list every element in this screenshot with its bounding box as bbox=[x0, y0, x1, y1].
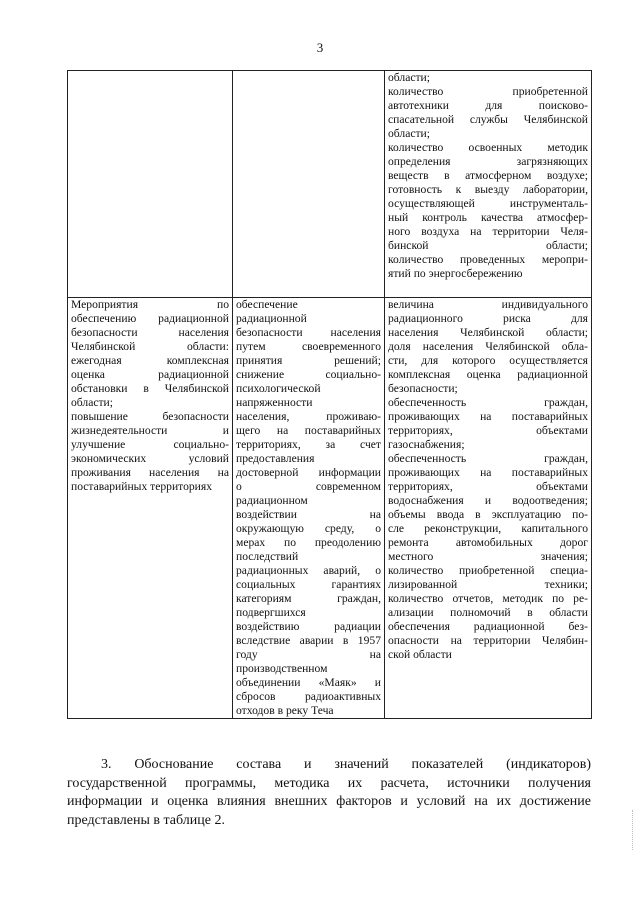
text-line: психологической bbox=[236, 382, 321, 395]
text-line: количество освоенных методик bbox=[388, 141, 588, 154]
text-line: воздействии на bbox=[236, 508, 381, 521]
text-line: ализации полномочий в области bbox=[388, 606, 588, 619]
text-line: государственной программы, методика их расчета, источники получения bbox=[67, 775, 591, 791]
text-line: обеспеченность граждан, bbox=[388, 396, 588, 409]
text-line: автотехники для поисково- bbox=[388, 99, 588, 112]
text-line: комплексная оценка радиационной bbox=[388, 368, 588, 381]
text-line: безопасности населения bbox=[71, 326, 229, 339]
text-line: обстановки в Челябинской bbox=[71, 382, 229, 395]
paragraph-text bbox=[67, 756, 591, 830]
text-line: категориям граждан, bbox=[236, 592, 381, 605]
text-line: информации и оценка влияния внешних факторов и условий на их достижение bbox=[67, 794, 591, 809]
text-line: году на bbox=[236, 648, 381, 661]
text-line: достоверной информации bbox=[236, 466, 381, 479]
text-line: производственном bbox=[236, 662, 328, 675]
text-line: количество приобретенной специа- bbox=[388, 564, 588, 577]
text-line: населения Челябинской области; bbox=[388, 326, 588, 339]
text-line: опасности на территории Челябин- bbox=[388, 634, 588, 647]
text-line: сти, для которого осуществляется bbox=[388, 354, 588, 367]
text-line: оценка радиационной bbox=[71, 368, 229, 381]
text-line: радиационных аварий, о bbox=[236, 564, 381, 577]
text-line: территориях, за счет bbox=[236, 438, 381, 451]
text-line: отходов в реку Теча bbox=[236, 704, 334, 717]
text-line: количество приобретенной bbox=[388, 85, 588, 98]
text-line: безопасности населения bbox=[236, 326, 381, 339]
text-line: напряженности bbox=[236, 396, 313, 409]
row1-col3-cell bbox=[385, 71, 592, 298]
text-line: населения, проживаю- bbox=[236, 410, 381, 423]
text-line: обеспечение bbox=[236, 298, 298, 311]
text-line: повышение безопасности bbox=[71, 410, 229, 423]
text-line: Мероприятия по bbox=[71, 298, 229, 311]
text-line: ный контроль качества атмосфер- bbox=[388, 211, 588, 224]
row1-col2-cell bbox=[233, 71, 385, 298]
text-line: ежегодная комплексная bbox=[71, 354, 229, 367]
row2-goals-text bbox=[236, 298, 381, 718]
text-line: лизированной техники; bbox=[388, 578, 588, 591]
program-table bbox=[67, 70, 592, 719]
table-row bbox=[68, 71, 592, 298]
text-line: ятий по энергосбережению bbox=[388, 267, 523, 280]
text-line: вследствие аварии в 1957 bbox=[236, 634, 381, 647]
text-line: доля населения Челябинской обла- bbox=[388, 340, 588, 353]
text-line: объединении «Маяк» и bbox=[236, 676, 381, 689]
text-line: ного воздуха на территории Челя- bbox=[388, 225, 588, 238]
row2-indicators-text bbox=[388, 298, 588, 662]
text-line: представлены в таблице 2. bbox=[67, 812, 225, 828]
page-number: 3 bbox=[316, 40, 324, 55]
text-line: проживания населения на bbox=[71, 466, 229, 479]
text-line: обеспечению радиационной bbox=[71, 312, 229, 325]
text-line: определения загрязняющих bbox=[388, 155, 588, 168]
text-line: жизнедеятельности и bbox=[71, 424, 229, 437]
text-line: радиационной bbox=[236, 312, 307, 325]
text-line: области; bbox=[388, 127, 430, 140]
text-line: путем своевременного bbox=[236, 340, 381, 353]
table-row bbox=[68, 298, 592, 719]
text-line: готовность к выезду лаборатории, bbox=[388, 183, 588, 196]
text-line: водоснабжения и водоотведения; bbox=[388, 494, 588, 507]
text-line: проживающих на поставарийных bbox=[388, 410, 588, 423]
text-line: величина индивидуального bbox=[388, 298, 588, 311]
text-line: ской области bbox=[388, 648, 452, 661]
text-line: мерах по преодолению bbox=[236, 536, 381, 549]
row1-col1-cell bbox=[68, 71, 233, 298]
text-line: веществ в атмосферном воздухе; bbox=[388, 169, 588, 182]
section-3-paragraph bbox=[67, 756, 591, 830]
text-line: объемы ввода в эксплуатацию по- bbox=[388, 508, 588, 521]
text-line: щего на поставарийных bbox=[236, 424, 381, 437]
text-line: обеспечения радиационной без- bbox=[388, 620, 588, 633]
text-line: области; bbox=[388, 71, 430, 84]
text-line: радиационного риска для bbox=[388, 312, 588, 325]
text-line: 3. Обоснование состава и значений показателей (индикаторов) bbox=[101, 757, 591, 772]
text-line: территориях, объектами bbox=[388, 424, 588, 437]
text-line: бинской области; bbox=[388, 239, 588, 252]
text-line: радиационном bbox=[236, 494, 308, 507]
text-line: предоставления bbox=[236, 452, 315, 465]
text-line: социальных гарантиях bbox=[236, 578, 381, 591]
text-line: экономических условий bbox=[71, 452, 229, 465]
text-line: спасательной службы Челябинской bbox=[388, 113, 588, 126]
row1-indicators-text bbox=[388, 71, 588, 281]
text-line: улучшение социально- bbox=[71, 438, 229, 451]
text-line: Челябинской области: bbox=[71, 340, 229, 353]
text-line: подвергшихся bbox=[236, 606, 306, 619]
text-line: осуществляющей инструменталь- bbox=[388, 197, 588, 210]
text-line: безопасности; bbox=[388, 382, 458, 395]
text-line: окружающую среду, о bbox=[236, 522, 381, 535]
text-line: проживающих на поставарийных bbox=[388, 466, 588, 479]
text-line: местного значения; bbox=[388, 550, 588, 563]
text-line: сле реконструкции, капитального bbox=[388, 522, 588, 535]
text-line: количество проведенных меропри- bbox=[388, 253, 588, 266]
text-line: поставарийных территориях bbox=[71, 480, 213, 493]
row2-measures-text bbox=[71, 298, 229, 494]
text-line: обеспеченность граждан, bbox=[388, 452, 588, 465]
text-line: сбросов радиоактивных bbox=[236, 690, 381, 703]
row2-col3-cell bbox=[385, 298, 592, 719]
text-line: территориях, объектами bbox=[388, 480, 588, 493]
text-line: воздействию радиации bbox=[236, 620, 381, 633]
text-line: количество отчетов, методик по ре- bbox=[388, 592, 588, 605]
text-line: ремонта автомобильных дорог bbox=[388, 536, 588, 549]
margin-mark bbox=[632, 810, 636, 850]
text-line: газоснабжения; bbox=[388, 438, 465, 451]
row2-col2-cell bbox=[233, 298, 385, 719]
row2-col1-cell bbox=[68, 298, 233, 719]
text-line: о современном bbox=[236, 480, 381, 493]
text-line: принятия решений; bbox=[236, 354, 381, 367]
text-line: последствий bbox=[236, 550, 299, 563]
text-line: области; bbox=[71, 396, 113, 409]
text-line: снижение социально- bbox=[236, 368, 381, 381]
